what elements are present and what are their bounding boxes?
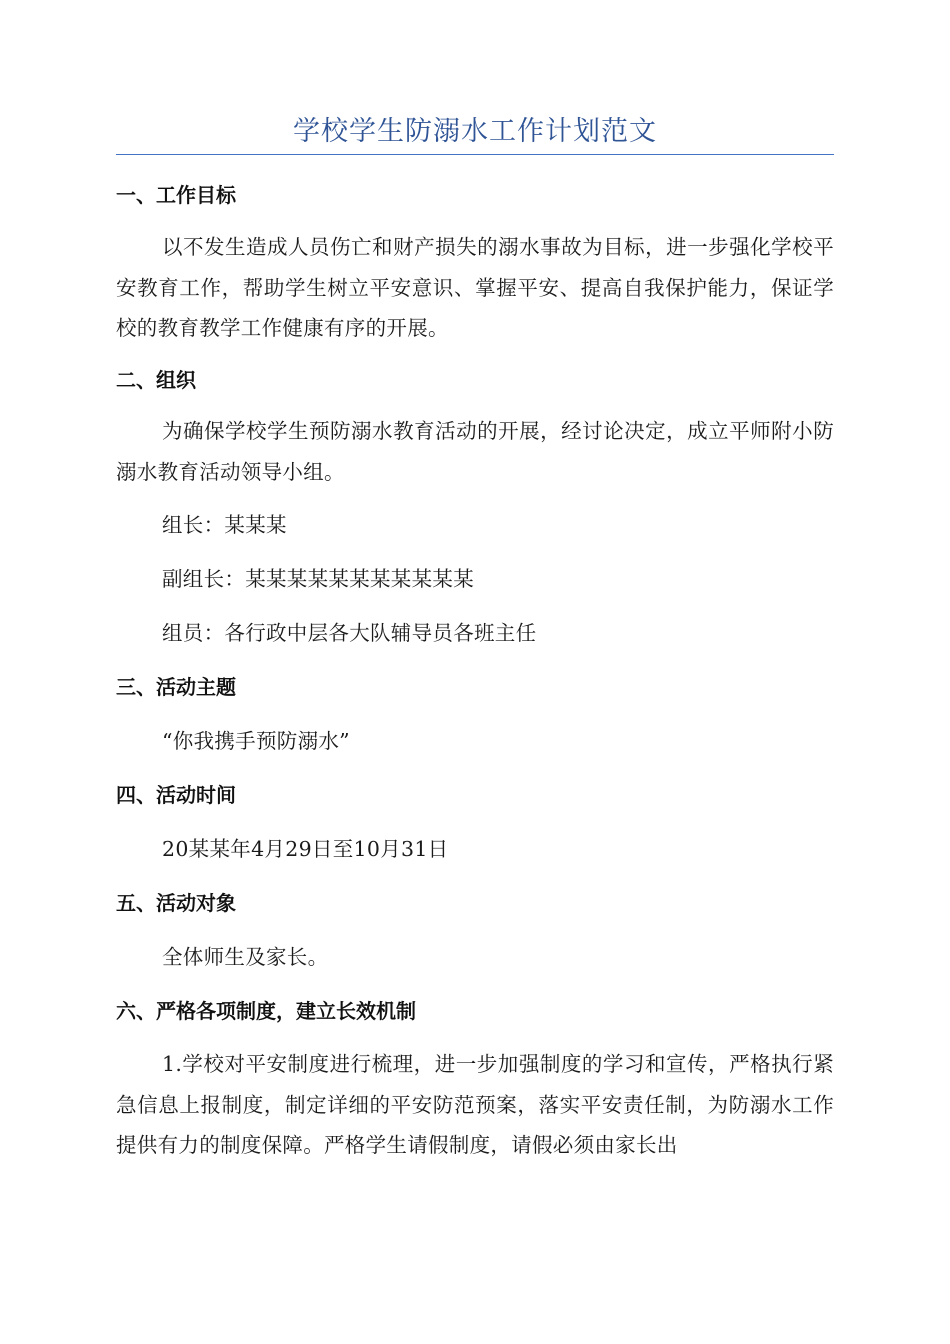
title-underline — [116, 154, 834, 155]
group-leader-line: 组长：某某某 — [162, 513, 287, 537]
paragraph-organization: 为确保学校学生预防溺水教育活动的开展，经讨论决定，成立平师附小防溺水教育活动领导小组。 — [116, 419, 834, 484]
target-line: 全体师生及家长。 — [162, 945, 329, 969]
section-heading-organization: 二、组织 — [116, 368, 196, 392]
paragraph-system: 1.学校对平安制度进行梳理，进一步加强制度的学习和宣传，严格执行紧急信息上报制度，制定详细的平安防范预案，落实平安责任制，为防溺水工作提供有力的制度保障。严格学生请假制度，请假必须由家长出 — [116, 1052, 834, 1157]
paragraph-goals: 以不发生造成人员伤亡和财产损失的溺水事故为目标，进一步强化学校平安教育工作，帮助学生树立平安意识、掌握平安、提高自我保护能力，保证学校的教育教学工作健康有序的开展。 — [116, 235, 834, 340]
theme-line: “你我携手预防溺水” — [162, 729, 350, 753]
section-heading-goals: 一、工作目标 — [116, 183, 236, 207]
time-line: 20某某年4月29日至10月31日 — [162, 837, 449, 861]
vice-leader-line: 副组长：某某某某某某某某某某某 — [162, 567, 474, 591]
section-heading-time: 四、活动时间 — [116, 783, 236, 807]
section-heading-target: 五、活动对象 — [116, 891, 236, 915]
document-title: 学校学生防溺水工作计划范文 — [293, 116, 657, 147]
section-heading-theme: 三、活动主题 — [116, 675, 236, 699]
section-heading-system: 六、严格各项制度，建立长效机制 — [116, 999, 416, 1023]
members-line: 组员：各行政中层各大队辅导员各班主任 — [162, 621, 537, 645]
